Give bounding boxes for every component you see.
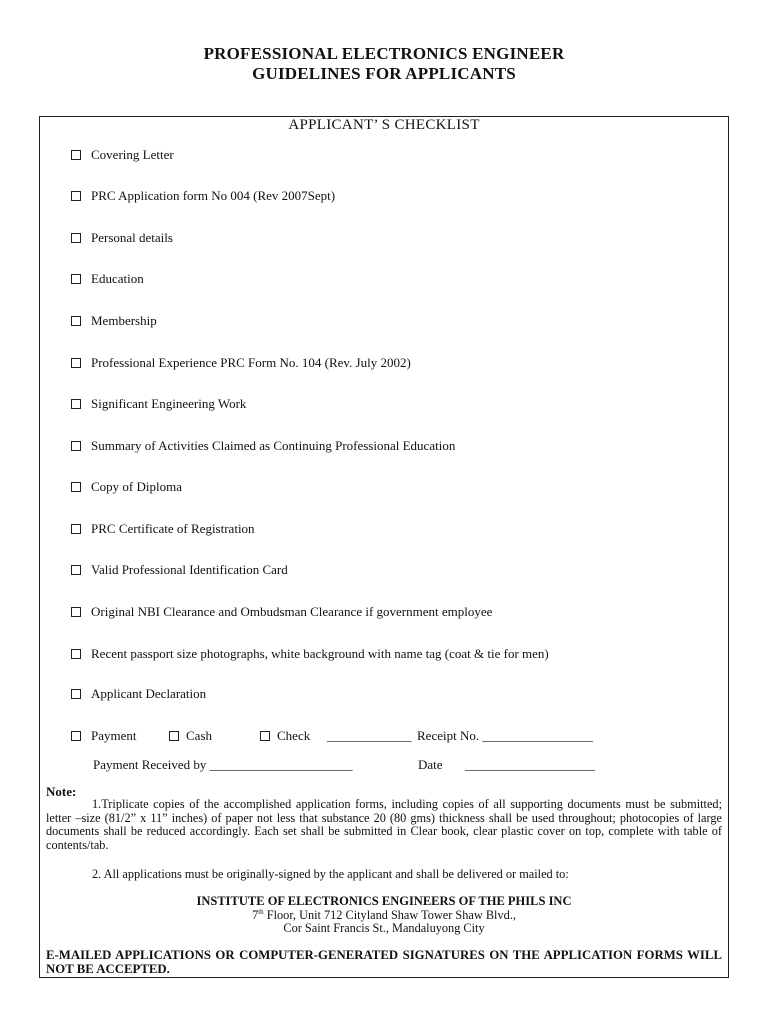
checklist-title: APPLICANT’ S CHECKLIST <box>288 117 480 133</box>
checkbox[interactable] <box>71 399 81 409</box>
checklist-item: Summary of Activities Claimed as Continuing Professional Education <box>71 438 455 454</box>
checklist-item: Membership <box>71 313 157 329</box>
checkbox[interactable] <box>71 358 81 368</box>
check-number-line[interactable]: _____________ <box>327 728 412 743</box>
checkbox[interactable] <box>71 316 81 326</box>
cash-checkbox[interactable] <box>169 731 179 741</box>
checklist-box <box>39 116 729 978</box>
document-subtitle: GUIDELINES FOR APPLICANTS <box>252 64 516 83</box>
checklist-item: Copy of Diploma <box>71 479 182 495</box>
checklist-item: Covering Letter <box>71 147 174 163</box>
checklist-item: PRC Certificate of Registration <box>71 521 255 537</box>
checklist-item: Education <box>71 271 144 287</box>
date-label: Date <box>418 757 443 772</box>
checkbox[interactable] <box>71 524 81 534</box>
checklist-item: Significant Engineering Work <box>71 396 246 412</box>
checkbox[interactable] <box>71 607 81 617</box>
checkbox[interactable] <box>71 274 81 284</box>
institute-name: INSTITUTE OF ELECTRONICS ENGINEERS OF THE PHILS INC <box>196 894 572 908</box>
checklist-item: Professional Experience PRC Form No. 104 (Rev. July 2002) <box>71 355 411 371</box>
note-label: Note: <box>46 784 77 799</box>
payment-received-by-field[interactable]: Payment Received by ______________________ <box>93 757 353 772</box>
checklist-item: PRC Application form No 004 (Rev 2007Sept) <box>71 188 335 204</box>
payment-checkbox[interactable] <box>71 731 81 741</box>
payment-option: Payment <box>71 728 137 744</box>
checkbox[interactable] <box>71 482 81 492</box>
check-option: Check <box>260 728 310 744</box>
note-paragraph-2: 2. All applications must be originally-signed by the applicant and shall be delivered or mailed to: <box>92 867 569 881</box>
checkbox[interactable] <box>71 689 81 699</box>
institute-address-line-2: Cor Saint Francis St., Mandaluyong City <box>283 921 485 935</box>
checkbox[interactable] <box>71 649 81 659</box>
date-field[interactable]: ____________________ <box>465 757 595 772</box>
checklist-item: Applicant Declaration <box>71 686 206 702</box>
checklist-item: Recent passport size photographs, white background with name tag (coat & tie for men) <box>71 646 549 662</box>
checklist-item: Valid Professional Identification Card <box>71 562 288 578</box>
checklist-item: Personal details <box>71 230 173 246</box>
institute-address-line-1: 7th Floor, Unit 712 Cityland Shaw Tower Shaw Blvd., <box>252 908 516 922</box>
checklist-item: Original NBI Clearance and Ombudsman Clearance if government employee <box>71 604 492 620</box>
receipt-number-field[interactable]: Receipt No. _________________ <box>417 728 593 743</box>
checkbox[interactable] <box>71 441 81 451</box>
cash-option: Cash <box>169 728 212 744</box>
document-title: PROFESSIONAL ELECTRONICS ENGINEER <box>203 44 565 63</box>
checkbox[interactable] <box>71 191 81 201</box>
check-checkbox[interactable] <box>260 731 270 741</box>
note-paragraph-1: 1.Triplicate copies of the accomplished application forms, including copies of all supporting documents must be submitted; letter –size (81/2” x 11” inches) of paper not less that substance 20 (80 gms) thickness shall be used throughout; photocopies of large documents shall be reduced accordingly. Each set shall be submitted in Clear book, clear plastic cover on top, complete with table of contents/tab. <box>46 797 722 852</box>
checkbox[interactable] <box>71 150 81 160</box>
warning-notice: E-MAILED APPLICATIONS OR COMPUTER-GENERATED SIGNATURES ON THE APPLICATION FORMS WILL NOT BE ACCEPTED. <box>46 948 722 976</box>
checkbox[interactable] <box>71 565 81 575</box>
checkbox[interactable] <box>71 233 81 243</box>
